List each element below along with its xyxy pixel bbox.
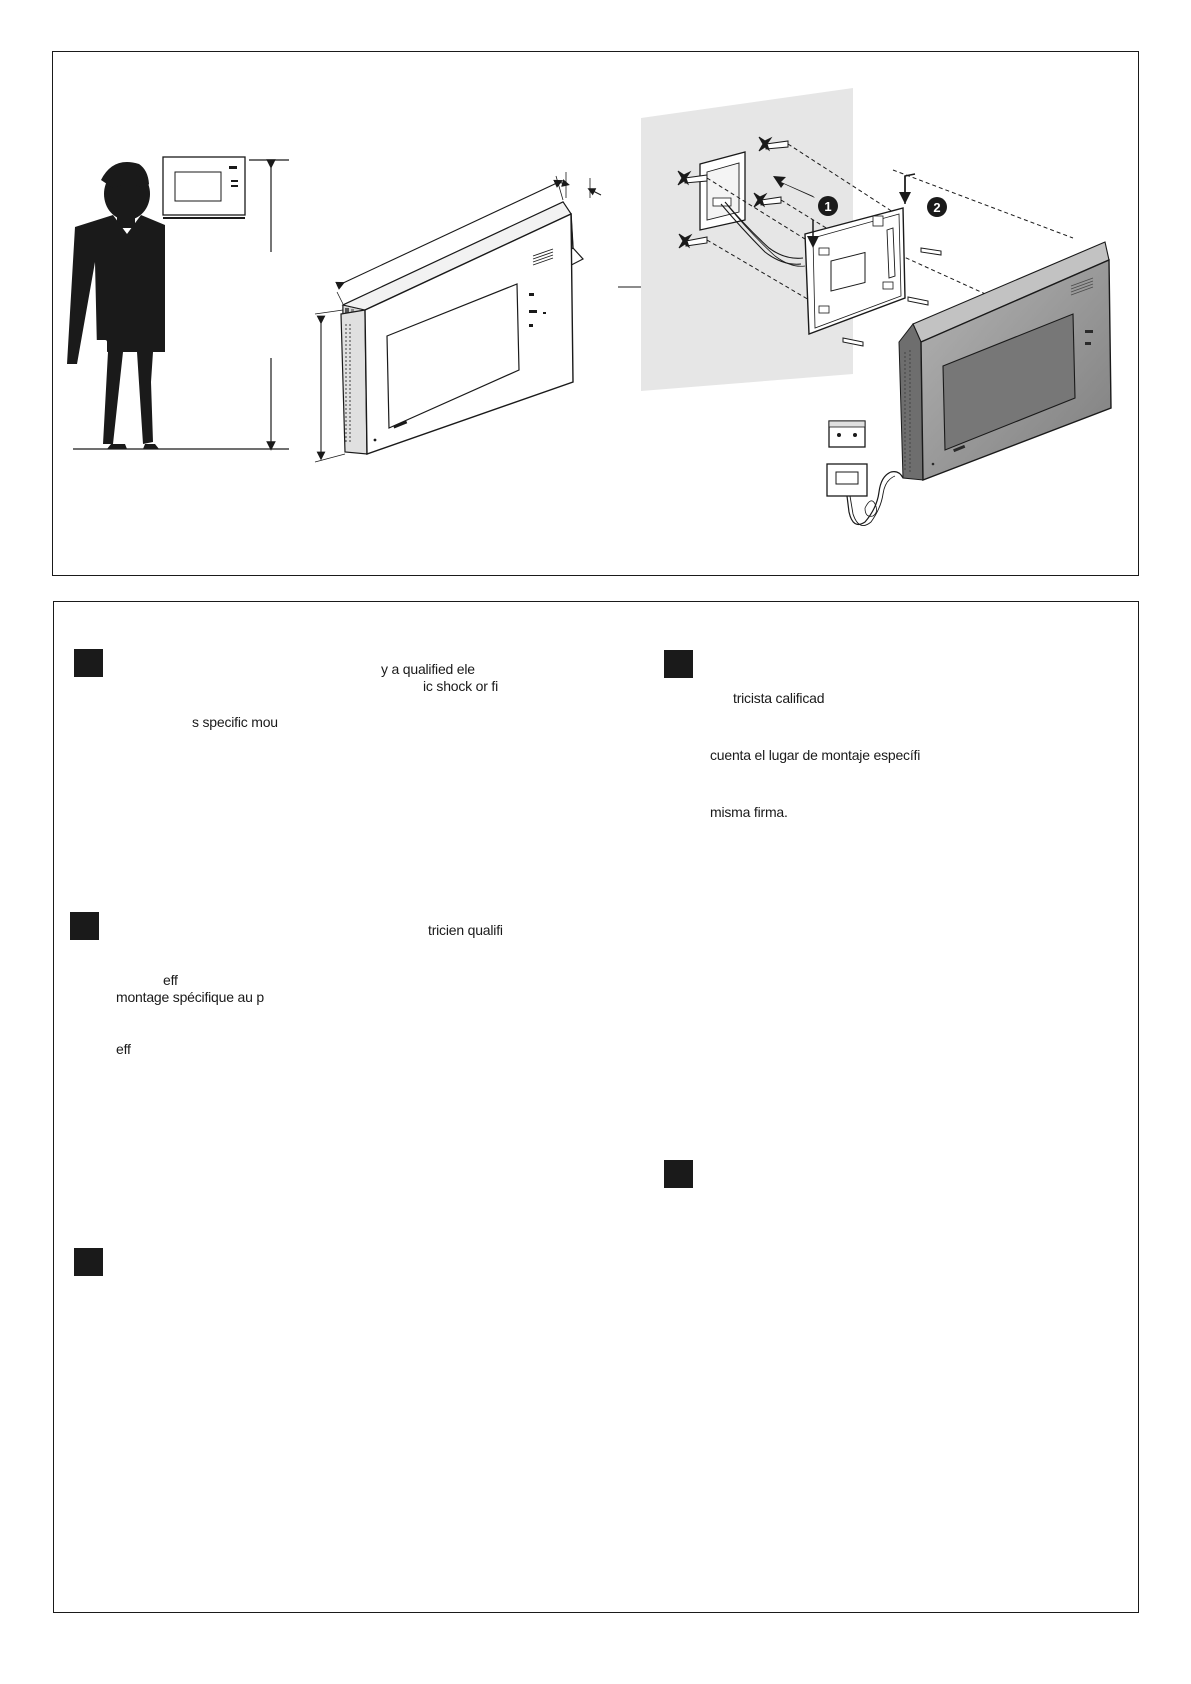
text-fragment-es-3: misma firma. — [710, 804, 788, 820]
callout-1-label: 1 — [824, 199, 832, 214]
person-silhouette-icon — [67, 162, 165, 449]
language-marker-it — [664, 1160, 693, 1188]
figure-panel — [52, 51, 1139, 576]
monitor-mounted-icon — [899, 242, 1111, 480]
text-fragment-en-1: y a qualified ele — [381, 661, 475, 677]
text-fragment-en-2: ic shock or fi — [423, 678, 498, 694]
text-fragment-es-2: cuenta el lugar de montaje específi — [710, 747, 921, 763]
text-fragment-fr-4: eff — [116, 1041, 131, 1057]
text-fragment-fr-3: montage spécifique au p — [116, 989, 264, 1005]
installation-figure — [53, 52, 1140, 577]
callout-2-label: 2 — [933, 200, 941, 215]
monitor-dimension-drawing — [315, 172, 601, 462]
text-fragment-fr-2: eff — [163, 972, 178, 988]
text-panel — [53, 601, 1139, 1613]
text-fragment-es-1: tricista calificad — [733, 690, 825, 706]
text-fragment-fr-1: tricien qualifi — [428, 922, 503, 938]
language-marker-de — [74, 1248, 103, 1276]
language-marker-fr — [70, 912, 99, 940]
callout-1 — [818, 196, 838, 216]
language-marker-en — [74, 649, 103, 677]
language-marker-es — [664, 650, 693, 678]
text-fragment-en-3: s specific mou — [192, 714, 278, 730]
wall-monitor-icon — [163, 157, 245, 218]
power-adapter-icon — [827, 421, 903, 526]
callout-2 — [927, 197, 947, 217]
height-dimension — [249, 160, 289, 446]
